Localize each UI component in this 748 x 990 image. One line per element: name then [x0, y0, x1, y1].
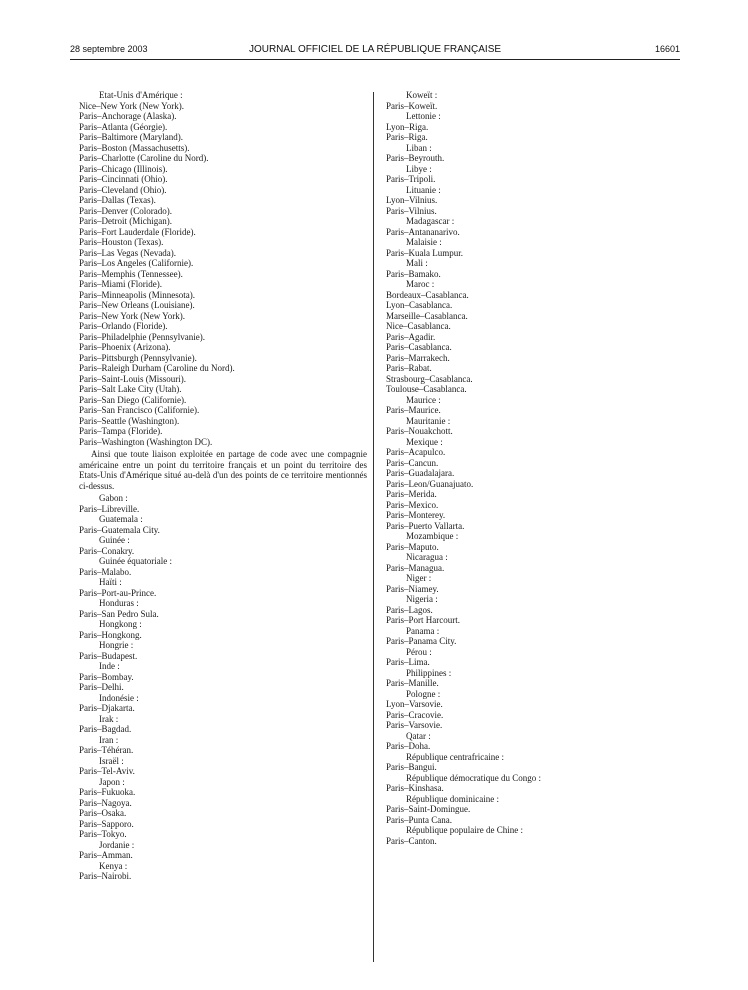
country-heading: Irak :	[99, 713, 119, 724]
right-routes-list	[386, 90, 686, 846]
route-entry: Paris–San Pedro Sula.	[79, 608, 159, 619]
route-entry: Paris–Nouakchott.	[386, 426, 453, 436]
route-entry: Paris–Puerto Vallarta.	[386, 520, 465, 531]
route-entry: Paris–Baltimore (Maryland).	[79, 132, 183, 142]
route-entry: Toulouse–Casablanca.	[386, 384, 467, 394]
country-heading: Maurice :	[406, 394, 441, 405]
route-entry: Paris–Mexico.	[386, 499, 439, 510]
route-entry: Paris–Raleigh Durham (Caroline du Nord).	[79, 363, 235, 373]
route-entry: Paris–Malabo.	[79, 566, 132, 577]
route-entry: Paris–Monterey.	[386, 510, 446, 520]
country-heading: Hongrie :	[99, 640, 134, 650]
route-entry: Paris–Riga.	[386, 132, 428, 142]
route-entry: Paris–Téhéran.	[79, 745, 134, 755]
route-entry: Paris–Cracovie.	[386, 709, 444, 720]
route-entry: Paris–Marrakech.	[386, 352, 450, 363]
route-entry: Paris–Chicago (Illinois).	[79, 163, 168, 174]
route-entry: Paris–Tokyo.	[79, 829, 127, 839]
route-entry: Paris–San Diego (Californie).	[79, 394, 187, 405]
route-entry: Lyon–Varsovie.	[386, 699, 443, 709]
route-entry: Paris–Lima.	[386, 657, 430, 667]
route-entry: Paris–Managua.	[386, 562, 445, 573]
country-heading: Panama :	[406, 625, 440, 636]
route-entry: Paris–Port-au-Prince.	[79, 587, 157, 598]
route-entry: Paris–Seattle (Washington).	[79, 415, 180, 426]
route-entry: Paris–Kuala Lumpur.	[386, 247, 463, 258]
country-heading: Hongkong :	[99, 619, 142, 629]
route-entry: Paris–Osaka.	[79, 808, 127, 818]
country-heading: République centrafricaine :	[406, 751, 504, 762]
country-heading: Pérou :	[406, 646, 432, 657]
route-entry: Paris–Fukuoka.	[79, 787, 136, 797]
route-entry: Paris–Leon/Guanajuato.	[386, 478, 474, 489]
route-entry: Paris–Nagoya.	[79, 797, 132, 808]
route-entry: Lyon–Casablanca.	[386, 300, 453, 310]
route-entry: Paris–Amman.	[79, 850, 133, 860]
route-entry: Paris–Maputo.	[386, 541, 439, 552]
route-entry: Paris–Vilnius.	[386, 205, 437, 216]
country-heading: Maroc :	[406, 279, 435, 289]
country-heading: Honduras :	[99, 598, 139, 608]
route-entry: Paris–Manille.	[386, 678, 439, 688]
route-entry: Paris–Niamey.	[386, 583, 439, 594]
route-entry: Paris–Conakry.	[79, 545, 135, 556]
route-entry: Paris–Koweït.	[386, 100, 438, 111]
country-heading: Lettonie :	[406, 111, 441, 121]
route-entry: Nice–Casablanca.	[386, 321, 451, 331]
route-entry: Lyon–Vilnius.	[386, 195, 438, 205]
codeshare-paragraph: Ainsi que toute liaison exploitée en partage de code avec une compagnie américaine entre un point du territoire français et un point du territoire des Etats-Unis d'Amérique situé au-delà d'un des points de ce territoire mentionnés ci-dessus.	[79, 449, 367, 491]
route-entry: Paris–Panama City.	[386, 636, 457, 646]
country-heading: Malaisie :	[406, 237, 442, 247]
country-heading: Indonésie :	[99, 692, 139, 703]
country-heading: Jordanie :	[99, 839, 135, 850]
route-entry: Paris–Anchorage (Alaska).	[79, 111, 177, 121]
route-entry: Paris–Orlando (Floride).	[79, 321, 168, 331]
left-routes-list	[79, 493, 367, 882]
route-entry: Paris–Cancun.	[386, 457, 439, 468]
country-heading: Qatar :	[406, 730, 431, 741]
route-entry: Paris–Nairobi.	[79, 871, 132, 881]
route-entry: Paris–Agadir.	[386, 331, 436, 342]
country-heading: Gabon :	[99, 493, 128, 503]
route-entry: Paris–Merida.	[386, 489, 437, 499]
route-entry: Paris–Memphis (Tennessee).	[79, 268, 183, 279]
route-entry: Paris–Maurice.	[386, 405, 441, 415]
route-entry: Paris–Lagos.	[386, 604, 433, 615]
route-entry: Paris–Budapest.	[79, 650, 138, 661]
route-entry: Paris–Sapporo.	[79, 818, 134, 829]
route-entry: Paris–Washington (Washington DC).	[79, 436, 213, 447]
country-heading: Madagascar :	[406, 216, 455, 226]
left-column	[79, 90, 367, 882]
route-entry: Paris–Los Angeles (Californie).	[79, 258, 194, 268]
route-entry: Paris–New York (New York).	[79, 310, 186, 321]
route-entry: Paris–Bangui.	[386, 762, 437, 772]
route-entry: Paris–Tel-Aviv.	[79, 766, 135, 776]
route-entry: Paris–Pittsburgh (Pennsylvanie).	[79, 352, 197, 363]
route-entry: Paris–Denver (Colorado).	[79, 205, 172, 216]
route-entry: Paris–Kinshasa.	[386, 783, 444, 793]
route-entry: Paris–Canton.	[386, 835, 437, 846]
country-heading: Liban :	[406, 142, 432, 153]
country-heading: Nigeria :	[406, 594, 438, 604]
header-date: 28 septembre 2003	[70, 44, 148, 54]
country-heading: Mexique :	[406, 436, 443, 447]
header-rule	[70, 59, 680, 60]
country-heading: Nicaragua :	[406, 552, 448, 562]
route-entry: Marseille–Casablanca.	[386, 310, 468, 321]
route-entry: Paris–Las Vegas (Nevada).	[79, 247, 177, 258]
route-entry: Paris–Tampa (Floride).	[79, 426, 163, 436]
route-entry: Paris–Casablanca.	[386, 342, 452, 352]
route-entry: Paris–Doha.	[386, 741, 431, 751]
route-entry: Paris–Miami (Floride).	[79, 279, 162, 289]
route-entry: Paris–Houston (Texas).	[79, 237, 164, 247]
route-entry: Paris–Djakarta.	[79, 703, 135, 713]
route-entry: Paris–Hongkong.	[79, 629, 142, 640]
country-heading: Guinée :	[99, 535, 130, 545]
route-entry: Paris–Rabat.	[386, 363, 432, 373]
route-entry: Paris–Phoenix (Arizona).	[79, 342, 171, 352]
country-heading: Mauritanie :	[406, 415, 451, 426]
route-entry: Paris–Beyrouth.	[386, 153, 445, 163]
route-entry: Paris–Tripoli.	[386, 174, 436, 184]
country-heading: Guinée équatoriale :	[99, 556, 172, 566]
route-entry: Paris–Salt Lake City (Utah).	[79, 384, 182, 394]
route-entry: Paris–Guadalajara.	[386, 468, 455, 478]
page-header	[70, 44, 680, 58]
route-entry: Paris–Fort Lauderdale (Floride).	[79, 226, 196, 237]
route-entry: Nice–New York (New York).	[79, 100, 184, 111]
route-entry: Paris–Philadelphie (Pennsylvanie).	[79, 331, 205, 342]
route-entry: Paris–Dallas (Texas).	[79, 195, 156, 205]
route-entry: Paris–Saint-Louis (Missouri).	[79, 373, 186, 384]
route-entry: Paris–Bombay.	[79, 671, 134, 682]
route-entry: Strasbourg–Casablanca.	[386, 373, 473, 384]
country-heading: Pologne :	[406, 688, 441, 699]
country-heading: République démocratique du Congo :	[406, 772, 541, 783]
country-heading: Iran :	[99, 734, 119, 745]
route-entry: Paris–Bagdad.	[79, 724, 132, 734]
country-heading: Niger :	[406, 573, 432, 583]
route-entry: Paris–New Orleans (Louisiane).	[79, 300, 195, 310]
route-entry: Paris–Charlotte (Caroline du Nord).	[79, 153, 209, 163]
route-entry: Paris–Minneapolis (Minnesota).	[79, 289, 195, 300]
route-entry: Paris–Delhi.	[79, 682, 124, 692]
route-entry: Paris–Guatemala City.	[79, 524, 160, 535]
route-entry: Paris–Libreville.	[79, 503, 140, 514]
route-entry: Paris–Cincinnati (Ohio).	[79, 174, 168, 184]
country-heading: Philippines :	[406, 667, 452, 678]
country-heading: Inde :	[99, 661, 120, 671]
route-entry: Paris–San Francisco (Californie).	[79, 405, 200, 415]
route-entry: Paris–Boston (Massachusetts).	[79, 142, 190, 153]
route-entry: Paris–Antananarivo.	[386, 226, 460, 237]
column-divider	[373, 92, 374, 962]
country-heading: Japon :	[99, 776, 125, 787]
route-entry: Paris–Cleveland (Ohio).	[79, 184, 167, 195]
route-entry: Bordeaux–Casablanca.	[386, 289, 469, 300]
country-heading: République dominicaine :	[406, 793, 499, 804]
country-heading: Etat-Unis d'Amérique :	[99, 90, 183, 100]
route-entry: Paris–Atlanta (Géorgie).	[79, 121, 168, 132]
route-entry: Paris–Port Harcourt.	[386, 615, 460, 625]
route-entry: Paris–Varsovie.	[386, 720, 443, 730]
route-entry: Paris–Detroit (Michigan).	[79, 216, 172, 226]
country-heading: Israël :	[99, 755, 124, 766]
header-journal-title: JOURNAL OFFICIEL DE LA RÉPUBLIQUE FRANÇAISE	[248, 44, 502, 55]
header-page-number: 16601	[654, 44, 680, 54]
country-heading: Libye :	[406, 163, 432, 174]
country-heading: Mali :	[406, 258, 428, 268]
country-heading: Lituanie :	[406, 184, 441, 195]
route-entry: Paris–Punta Cana.	[386, 814, 452, 825]
country-heading: Kenya :	[99, 860, 128, 871]
route-entry: Paris–Acapulco.	[386, 447, 446, 457]
route-entry: Paris–Saint-Domingue.	[386, 804, 471, 814]
route-entry: Lyon–Riga.	[386, 121, 429, 132]
us-routes-list	[79, 90, 367, 447]
country-heading: Mozambique :	[406, 531, 459, 541]
country-heading: Guatemala :	[99, 514, 143, 524]
route-entry: Paris–Bamako.	[386, 268, 441, 279]
country-heading: Haïti :	[99, 577, 122, 587]
right-column	[386, 90, 686, 846]
country-heading: République populaire de Chine :	[406, 825, 523, 835]
country-heading: Koweït :	[406, 90, 438, 100]
